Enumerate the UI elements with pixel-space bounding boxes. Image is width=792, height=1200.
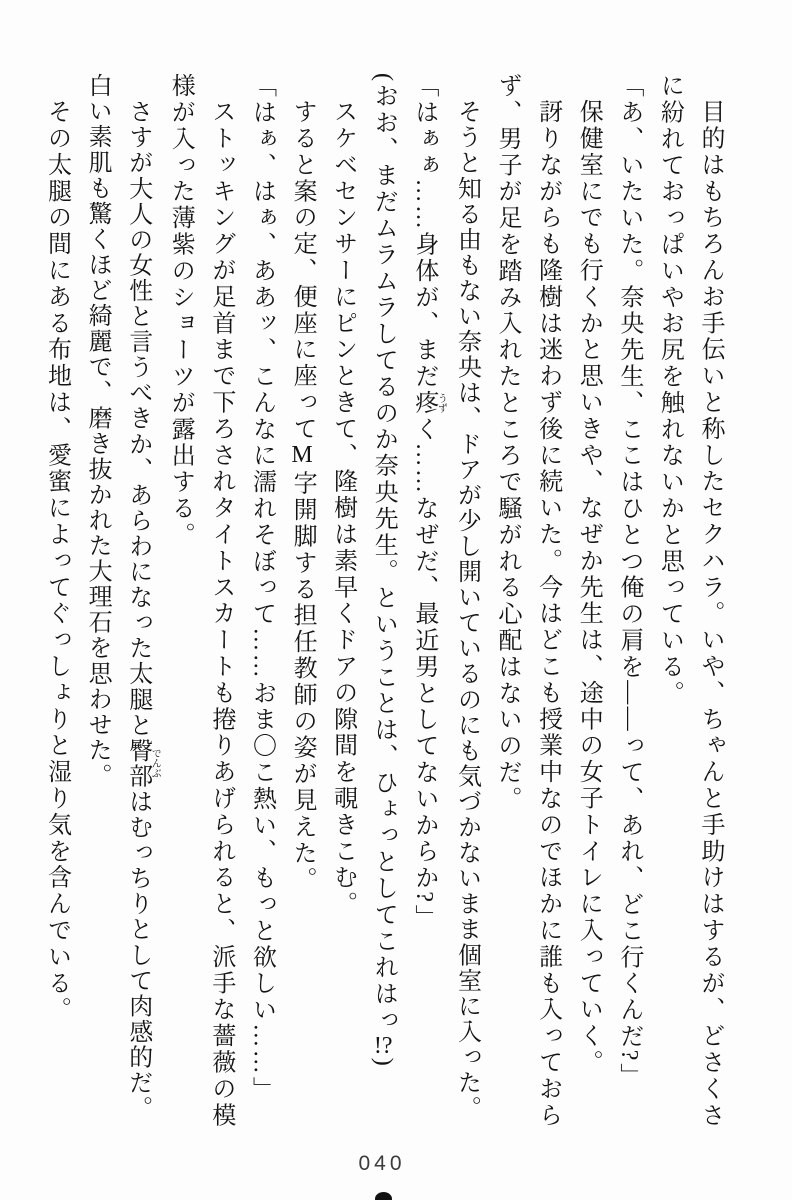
paragraph: スケベセンサーにピンときて、隆樹は素早くドアの隙間を覗きこむ。 [329, 99, 356, 918]
paragraph: ストッキングが足首まで下ろされタイトスカートも捲りあげられると、派手な薔薇の模様が入った薄紫のショーツが露出する。 [167, 73, 234, 1129]
paragraph: 「はぁ、はぁ、ああッ、こんなに濡れそぼって……おま〇こ熱い、もっと欲しい……」 [248, 73, 275, 1103]
paragraph: 目的はもちろんお手伝いと称したセクハラ。いや、ちゃんと手助けはするが、どさくさに紛れておっぱいやお尻を触れないかと思っている。 [656, 73, 723, 1129]
page-number: 040 [358, 1152, 406, 1175]
paragraph: すると案の定、便座に座ってM字開脚する担任教師の姿が見えた。 [289, 99, 316, 894]
tate-chu-yoko: !? [373, 1033, 393, 1058]
page-ornament-dot [375, 1192, 392, 1200]
paragraph: 保健室にでも行くかと思いきや、なぜか先生は、途中の女子トイレに入っていく。 [575, 99, 602, 1076]
paragraph: その太腿の間にある布地は、愛蜜によってぐっしょりと湿り気を含んでいる。 [43, 99, 70, 1023]
paragraph: 「あ、いたいた。奈央先生、ここはひとつ俺の肩を――って、あれ、どこ行くんだ?」 [615, 73, 642, 1090]
ruby-annotated-word: 臀部でんぶ [124, 737, 161, 789]
page-text-vertical [36, 73, 730, 1131]
paragraph: さすが大人の女性と言うべきか、あらわになった太腿と臀部でんぶはむっちりとして肉感的だ。白い素肌も驚くほど綺麗で、磨き抜かれた大理石を思わせた。 [84, 73, 161, 1122]
paragraph: 「はぁぁ……身体が、まだ疼うずく……なぜだ、最近男としてないからか?」 [410, 73, 447, 931]
paragraph: (おお、まだムラムラしてるのか奈央先生。ということは、ひょっとしてこれはっ!?) [370, 73, 397, 1069]
paragraph: 訝りながらも隆樹は迷わず後に続いた。今はどこも授業中なのでほかに誰も入っておらず、男子が足を踏み入れたところで騒がれる心配はないのだ。 [494, 73, 561, 1129]
ruby-annotated-word: 疼うず [410, 389, 447, 417]
paragraph: そうと知る由もない奈央は、ドアが少し開いているのにも気づかないまま個室に入った。 [453, 99, 480, 1121]
upright-latin: M [289, 442, 316, 471]
